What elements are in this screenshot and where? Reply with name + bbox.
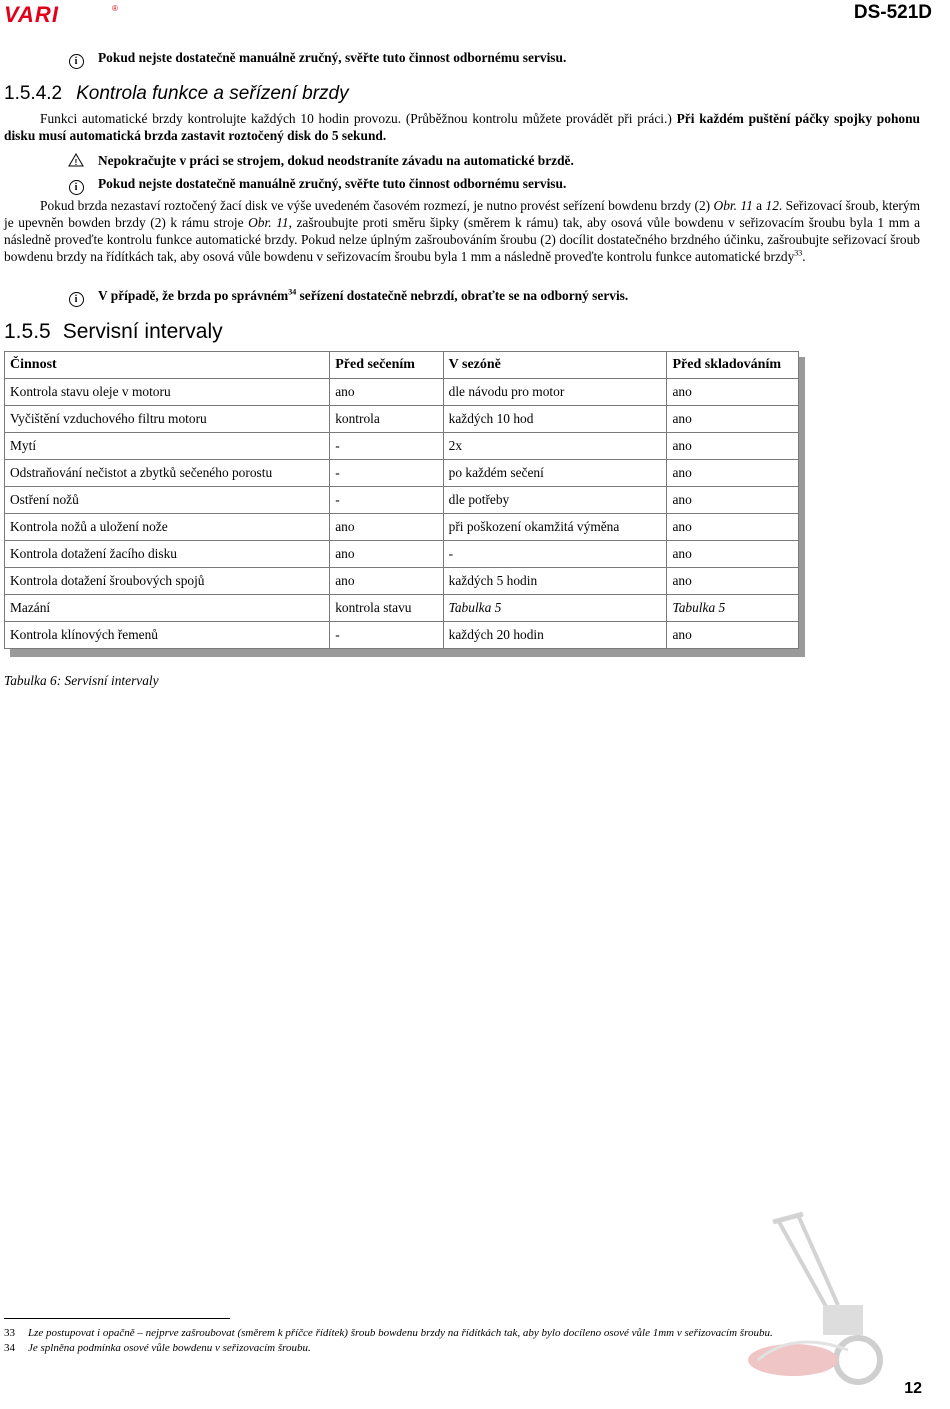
table-cell: po každém sečení	[443, 460, 667, 487]
table-row	[5, 568, 799, 595]
brake-intro-paragraph	[4, 110, 920, 144]
table-caption: Tabulka 6: Servisní intervaly	[4, 673, 159, 688]
info-note-text: Pokud nejste dostatečně manuálně zručný, svěřte tuto činnost odbornému servisu.	[98, 50, 567, 65]
table-cell: Ostření nožů	[5, 487, 330, 514]
table-cell: dle návodu pro motor	[443, 379, 667, 406]
table-cell-ref: Tabulka 5	[667, 595, 799, 622]
table-cell: Kontrola dotažení žacího disku	[5, 541, 330, 568]
warning-note-text: Nepokračujte v práci se strojem, dokud neodstraníte závadu na automatické brzdě.	[98, 153, 574, 168]
service-table	[4, 351, 799, 649]
brake-intro-bold: Při každém puštění páčky spojky pohonu disku musí automatická brzda zastavit roztočený disk do 5 sekund.	[4, 111, 920, 143]
table-cell: ano	[330, 568, 443, 595]
info-note-final: i V případě, že brzda po správném$^{34}$ seřízení dostatečně nebrzdí, obraťte se na odborný servis.	[68, 288, 628, 307]
table-cell: kontrola stavu	[330, 595, 443, 622]
footnote-ref-33: 33	[794, 248, 803, 258]
table-cell: 2x	[443, 433, 667, 460]
document-code: DS-521D	[853, 2, 932, 23]
mower-illustration	[738, 1210, 888, 1390]
table-cell: -	[330, 460, 443, 487]
table-cell: kontrola	[330, 406, 443, 433]
figure-ref: Obr. 11	[713, 198, 753, 213]
table-cell: Vyčištění vzduchového filtru motoru	[5, 406, 330, 433]
col-header: Před skladováním	[667, 352, 799, 379]
table-cell: ano	[330, 514, 443, 541]
col-header: Činnost	[5, 352, 330, 379]
table-header-row	[5, 352, 799, 379]
table-row	[5, 514, 799, 541]
table-cell: Mytí	[5, 433, 330, 460]
info-icon: i	[69, 54, 84, 69]
section-title: Kontrola funkce a seřízení brzdy	[76, 83, 349, 104]
table-cell: ano	[330, 379, 443, 406]
table-cell: ano	[667, 541, 799, 568]
table-cell: ano	[667, 406, 799, 433]
table-cell: Kontrola stavu oleje v motoru	[5, 379, 330, 406]
table-cell: každých 10 hod	[443, 406, 667, 433]
table-cell: Kontrola dotažení šroubových spojů	[5, 568, 330, 595]
page-number: 12	[904, 1380, 922, 1397]
table-cell: Kontrola klínových řemenů	[5, 622, 330, 649]
table-cell: ano	[667, 433, 799, 460]
service-intervals-table	[4, 351, 799, 649]
logo-registered-mark: ®	[112, 4, 118, 13]
table-row	[5, 541, 799, 568]
figure-ref: Obr. 11	[248, 215, 289, 230]
brake-intro-text: Funkci automatické brzdy kontrolujte každých 10 hodin provozu. (Průběžnou kontrolu můžete provádět při práci.)	[40, 111, 677, 126]
footnote-34	[4, 1342, 311, 1354]
warning-note	[68, 153, 574, 169]
table-row	[5, 460, 799, 487]
table-cell-ref: Tabulka 5	[443, 595, 667, 622]
footnote-text: Lze postupovat i opačně – nejprve zašroubovat (směrem k příčce řídítek) šroub bowdenu brzdy na řídítkách tak, aby bylo docíleno osové vůle 1mm v seřizovacím šroubu.	[28, 1327, 773, 1339]
vari-logo-text: VARI	[4, 2, 59, 26]
table-cell: ano	[667, 568, 799, 595]
footnote-rule	[4, 1318, 230, 1319]
table-cell: -	[443, 541, 667, 568]
table-cell: Kontrola nožů a uložení nože	[5, 514, 330, 541]
section-heading-brake	[4, 83, 349, 105]
table-row	[5, 433, 799, 460]
table-cell: -	[330, 487, 443, 514]
footnote-text: Je splněna podmínka osové vůle bowdenu v seřizovacím šroubu.	[28, 1342, 311, 1354]
info-icon: i	[69, 292, 84, 307]
table-row	[5, 487, 799, 514]
table-cell: při poškození okamžitá výměna	[443, 514, 667, 541]
table-cell: -	[330, 622, 443, 649]
table-row	[5, 379, 799, 406]
footnote-33	[4, 1327, 773, 1339]
section-number: 1.5.4.2	[4, 83, 63, 104]
section-heading-service	[4, 320, 223, 344]
table-cell: ano	[667, 514, 799, 541]
table-row	[5, 406, 799, 433]
figure-ref: 12	[765, 198, 779, 213]
info-icon: i	[69, 180, 84, 195]
table-cell: -	[330, 433, 443, 460]
brake-adjust-paragraph: Pokud brzda nezastaví roztočený žací disk ve výše uvedeném časovém rozmezí, je nutno provést seřízení bowdenu brzdy (2) Obr. 11 a 12. Seřizovací šroub, kterým je upevněn bowden brzdy (2) k rámu stroje Obr. 11, zašroubujte proti směru šipky (směrem k rámu) tak, aby osová vůle bowdenu v seřizovacím šroubu byla 1 mm a následně proveďte kontrolu funkce automatické brzdy. Pokud nelze úplným zašroubováním šroubu (2) docílit dostatečného brzdného účinku, zašroubujte seřizovací šroub bowdenu brzdy na řídítkách tak, aby osová vůle bowdenu v seřizovacím šroubu byla 1 mm a následně proveďte kontrolu funkce automatické brzdy$^{33}$.	[4, 198, 921, 264]
info-note-brake	[68, 176, 566, 195]
warning-icon	[68, 153, 84, 167]
table-cell: Mazání	[5, 595, 330, 622]
table-cell: každých 5 hodin	[443, 568, 667, 595]
table-row	[5, 622, 799, 649]
table-cell: dle potřeby	[443, 487, 667, 514]
table-cell: ano	[330, 541, 443, 568]
footnote-number: 33	[4, 1327, 15, 1339]
table-cell: každých 20 hodin	[443, 622, 667, 649]
footnote-ref-34: 34	[288, 287, 297, 297]
section-title: Servisní intervaly	[62, 320, 223, 343]
info-note-text: Pokud nejste dostatečně manuálně zručný, svěřte tuto činnost odbornému servisu.	[98, 176, 567, 191]
info-note-top	[68, 50, 566, 69]
col-header: V sezóně	[443, 352, 667, 379]
table-row	[5, 595, 799, 622]
table-cell: ano	[667, 487, 799, 514]
svg-text:!: !	[74, 158, 78, 167]
vari-logo	[4, 2, 124, 26]
col-header: Před sečením	[330, 352, 443, 379]
section-number: 1.5.5	[4, 320, 51, 343]
table-cell: ano	[667, 460, 799, 487]
table-cell: ano	[667, 622, 799, 649]
footnote-number: 34	[4, 1342, 15, 1354]
table-cell: Odstraňování nečistot a zbytků sečeného porostu	[5, 460, 330, 487]
table-cell: ano	[667, 379, 799, 406]
